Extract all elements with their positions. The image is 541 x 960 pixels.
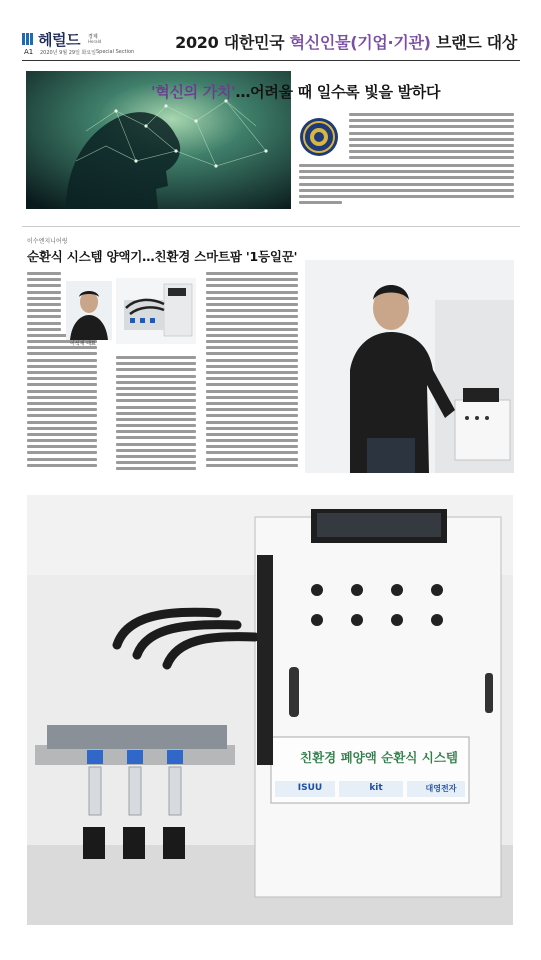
brand-kit-logo: kit: [369, 783, 383, 793]
hero-body-text-a: [349, 113, 514, 163]
photo-caption: 이석재 대표: [70, 341, 96, 347]
masthead-divider: [22, 60, 520, 61]
logo-text: 헤럴드: [38, 31, 80, 49]
nutrient-recirculation-system-photo: [27, 495, 513, 925]
article-column-3: [206, 272, 298, 470]
hero-title-quote: '혁신의 가치': [151, 83, 236, 101]
ceo-portrait-small: [66, 281, 112, 340]
herald-logo-icon: [22, 32, 36, 46]
nutrient-machine-photo-small: [116, 278, 196, 344]
section-divider: [22, 226, 520, 227]
article-column-2: [116, 356, 196, 474]
hero-section: [26, 71, 514, 209]
system-panel-label: 친환경 폐양액 순환식 시스템: [300, 750, 458, 765]
hero-title-rest: …어려울 때 일수록 빛을 발하다: [235, 83, 441, 101]
hero-body-text-b: [299, 164, 514, 207]
article-title: 순환식 시스템 양액기…친환경 스마트팜 '1등일꾼': [27, 249, 298, 264]
headline-highlight: 혁신인물(기업·기관): [289, 33, 431, 52]
brand-isuu-logo: ISUU: [297, 783, 323, 793]
hero-title: [151, 81, 440, 102]
ceo-portrait-large: [305, 260, 514, 473]
award-emblem-icon: [299, 117, 339, 157]
brand-daeyoung-logo: 대영전자: [425, 784, 457, 793]
logo-sub: 경제: [88, 34, 98, 40]
headline-prefix: 2020 대한민국: [175, 33, 290, 52]
date-line: 2020년 9월 29일 화요일: [40, 50, 97, 56]
section-label: Special Section: [96, 49, 135, 55]
page-number: A1: [24, 48, 34, 56]
logo-sub-latin: Herald: [88, 39, 102, 44]
headline-suffix: 브랜드 대상: [430, 33, 517, 52]
article-kicker: 이수엔지니어링: [27, 238, 68, 245]
masthead: [0, 0, 541, 62]
page-headline: [175, 30, 517, 53]
